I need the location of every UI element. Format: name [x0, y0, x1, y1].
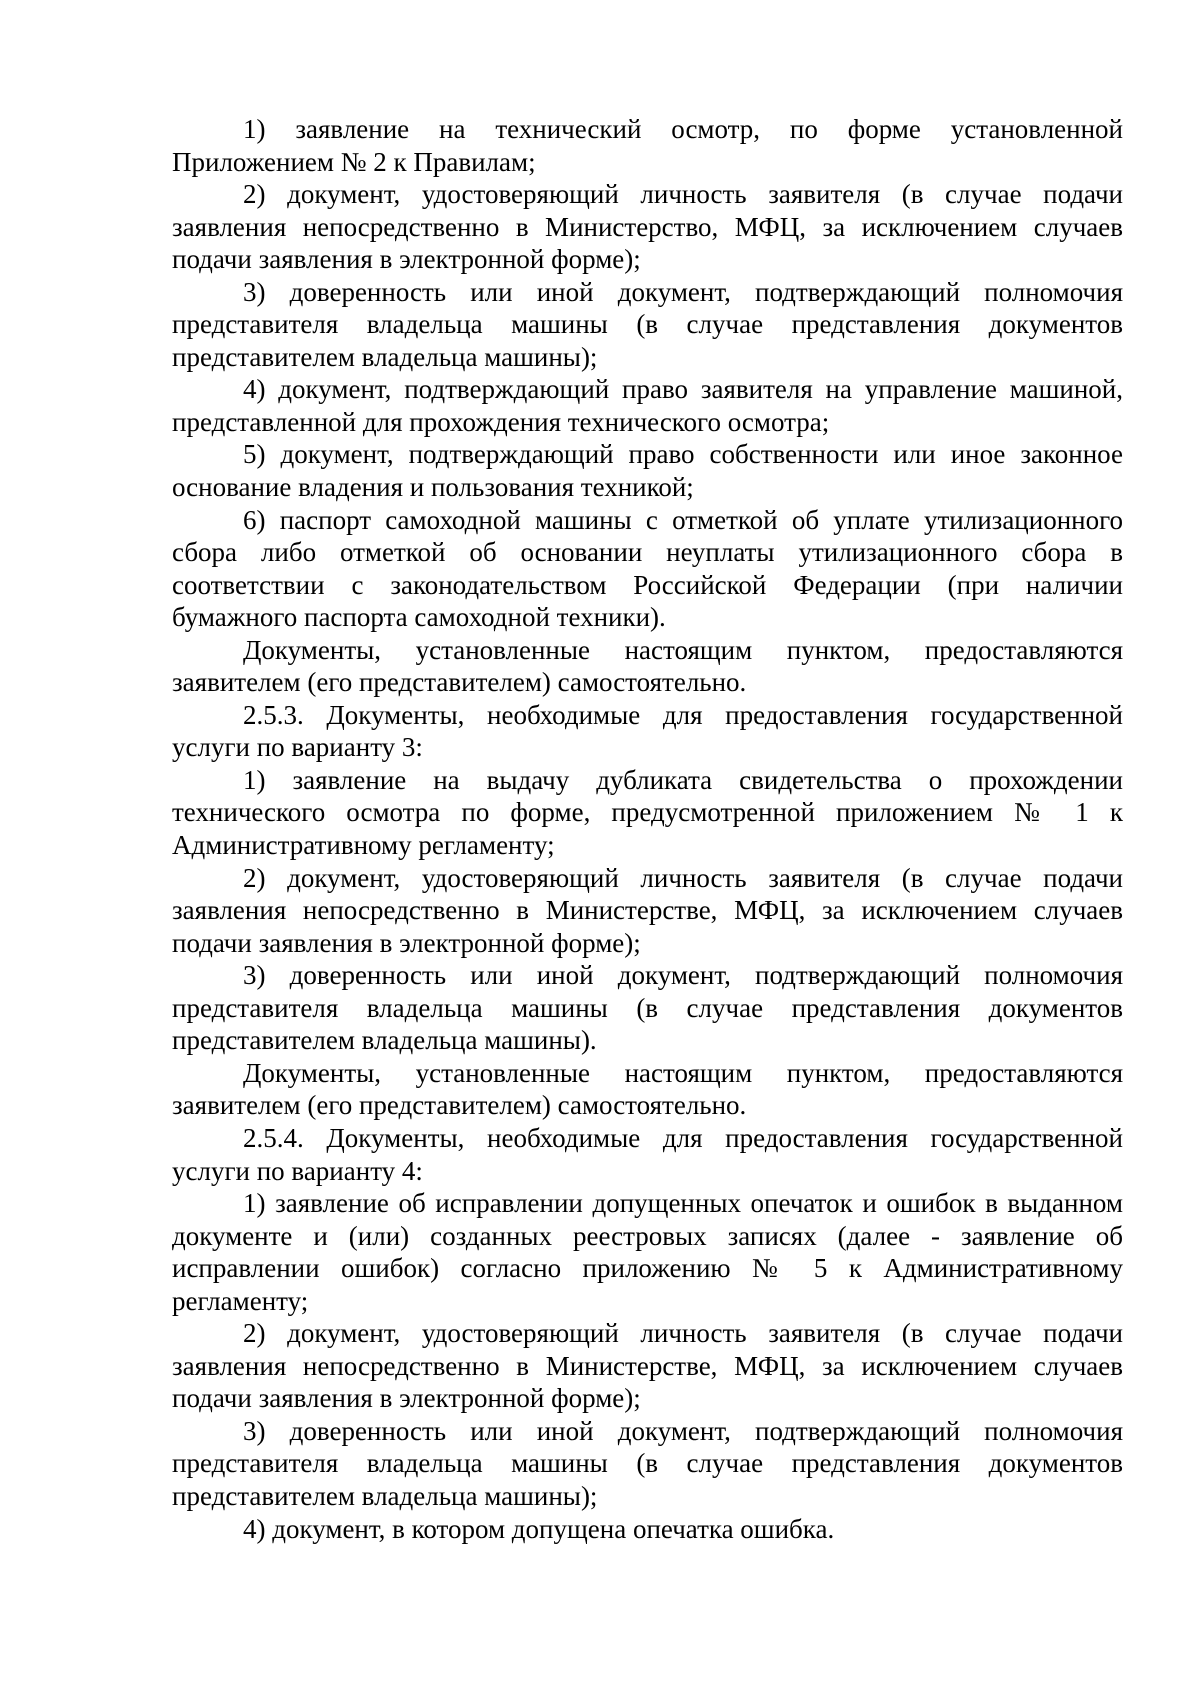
list-item: 1) заявление об исправлении допущенных опечаток и ошибок в выданном документе и (или) созданных реестровых записях (далее - заявление об исправлении ошибок) согласно приложению № 5 к Административному регламенту;: [172, 1188, 1123, 1316]
list-item: 3) доверенность или иной документ, подтверждающий полномочия представителя владельца машины (в случае представления документов представителем владельца машины).: [172, 960, 1123, 1056]
list-item: 1) заявление на выдачу дубликата свидетельства о прохождении технического осмотра по форме, предусмотренной приложением № 1 к Административному регламенту;: [172, 764, 1123, 861]
section-heading: 2.5.3. Документы, необходимые для предоставления государственной услуги по варианту 3:: [172, 699, 1123, 763]
note-paragraph: Документы, установленные настоящим пунктом, предоставляются заявителем (его представителем) самостоятельно.: [172, 1057, 1123, 1121]
list-item: 2) документ, удостоверяющий личность заявителя (в случае подачи заявления непосредственно в Министерстве, МФЦ, за исключением случаев подачи заявления в электронной форме);: [172, 1318, 1123, 1414]
list-item: 4) документ, подтверждающий право заявителя на управление машиной, представленной для прохождения технического осмотра;: [172, 374, 1123, 437]
list-item: 4) документ, в котором допущена опечатка ошибка.: [243, 1513, 835, 1544]
section-heading: 2.5.4. Документы, необходимые для предоставления государственной услуги по варианту 4:: [172, 1122, 1123, 1186]
list-item: 2) документ, удостоверяющий личность заявителя (в случае подачи заявления непосредственно в Министерстве, МФЦ, за исключением случаев подачи заявления в электронной форме);: [172, 862, 1123, 958]
list-item: 2) документ, удостоверяющий личность заявителя (в случае подачи заявления непосредственно в Министерство, МФЦ, за исключением случаев подачи заявления в электронной форме);: [172, 179, 1123, 275]
document-body: [172, 113, 1123, 1545]
list-item: 1) заявление на технический осмотр, по форме установленной Приложением № 2 к Правилам;: [172, 114, 1123, 177]
list-item: 5) документ, подтверждающий право собственности или иное законное основание владения и пользования техникой;: [172, 439, 1123, 503]
list-item: 6) паспорт самоходной машины с отметкой об уплате утилизационного сбора либо отметкой об основании неуплаты утилизационного сбора в соответствии с законодательством Российской Федерации (при наличии бумажного паспорта самоходной техники).: [172, 504, 1123, 633]
list-item: 3) доверенность или иной документ, подтверждающий полномочия представителя владельца машины (в случае представления документов представителем владельца машины);: [172, 1415, 1123, 1511]
list-item: 3) доверенность или иной документ, подтверждающий полномочия представителя владельца машины (в случае представления документов представителем владельца машины);: [172, 276, 1123, 372]
note-paragraph: Документы, установленные настоящим пунктом, предоставляются заявителем (его представителем) самостоятельно.: [172, 634, 1123, 698]
